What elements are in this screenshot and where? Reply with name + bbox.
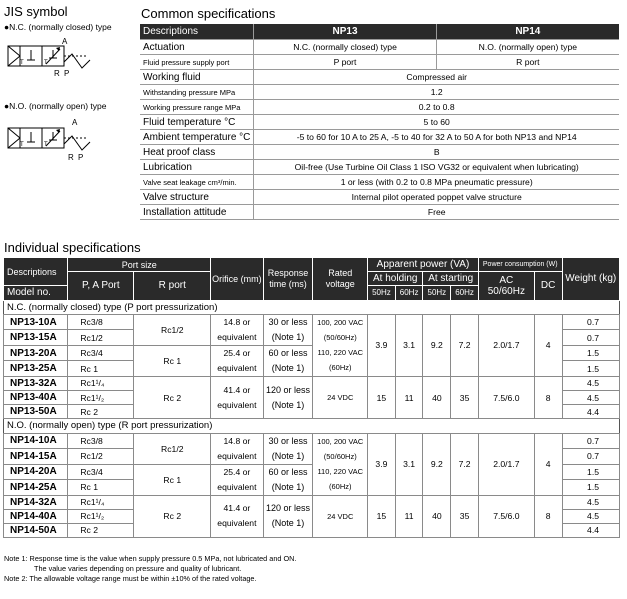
- header-at-starting: At starting: [423, 272, 478, 286]
- weight: 1.5: [562, 361, 619, 377]
- section-title: N.C. (normally closed) type (P port pressurization): [4, 300, 620, 314]
- model-number: NP13-50A: [4, 405, 68, 419]
- response-time: [263, 495, 313, 538]
- common-row-label: Fluid pressure supply port: [140, 55, 254, 70]
- common-row-value: B: [254, 145, 619, 160]
- pa-port: Rc 2: [68, 523, 134, 537]
- weight: 0.7: [562, 433, 619, 449]
- r-port: Rc 1: [134, 464, 211, 495]
- common-header-np13: NP13: [254, 24, 436, 40]
- common-row-label: Ambient temperature °C: [140, 130, 254, 145]
- pa-port: Rc1/2: [68, 330, 134, 346]
- orifice-line: 41.4 or: [223, 384, 251, 395]
- header-power-consumption: Power consumption (W): [478, 258, 562, 272]
- header-ac: AC 50/60Hz: [478, 272, 534, 300]
- model-number: NP14-15A: [4, 449, 68, 465]
- response-time-line: 60 or less: [268, 347, 308, 358]
- holding-60hz: 11: [395, 376, 423, 419]
- weight: 4.5: [562, 509, 619, 523]
- common-row-label: Heat proof class: [140, 145, 254, 160]
- rated-voltage-ac: [313, 314, 368, 376]
- pa-port: Rc1¹/₂: [68, 509, 134, 523]
- starting-60hz: 7.2: [451, 433, 479, 495]
- common-row-value: Free: [254, 205, 619, 220]
- common-row: [140, 160, 619, 175]
- individual-specs-title: Individual specifications: [4, 240, 141, 255]
- common-row-label: Actuation: [140, 40, 254, 55]
- common-specs-table: [140, 24, 619, 220]
- response-time-line: (Note 1): [271, 518, 305, 529]
- common-row: [140, 145, 619, 160]
- weight: 0.7: [562, 314, 619, 330]
- header-hold-60hz: 60Hz: [395, 286, 423, 300]
- note-1: Note 1: Response time is the value when supply pressure 0.5 MPa, not lubricated and ON.: [4, 554, 297, 563]
- response-time-line: 120 or less: [266, 503, 311, 514]
- header-hold-50hz: 50Hz: [368, 286, 396, 300]
- starting-60hz: 35: [451, 376, 479, 419]
- nc-port-p: P: [64, 69, 70, 78]
- model-row: [4, 495, 620, 509]
- orifice-line: equivalent: [217, 518, 257, 529]
- model-number: NP14-20A: [4, 464, 68, 480]
- orifice-line: equivalent: [217, 399, 257, 410]
- orifice-line: equivalent: [217, 481, 257, 492]
- common-header-row: [140, 24, 619, 40]
- orifice-line: equivalent: [217, 362, 257, 373]
- model-row: [4, 314, 620, 330]
- response-time: [263, 314, 313, 345]
- note-2: Note 2: The allowable voltage range must be within ±10% of the rated voltage.: [4, 574, 257, 583]
- common-header-descriptions: Descriptions: [140, 24, 254, 40]
- starting-50hz: 9.2: [423, 314, 451, 376]
- weight: 1.5: [562, 480, 619, 496]
- nc-type-label: ●N.C. (normally closed) type: [4, 22, 112, 32]
- model-number: NP13-15A: [4, 330, 68, 346]
- common-row-value: Internal pilot operated poppet valve structure: [254, 190, 619, 205]
- holding-60hz: 3.1: [395, 314, 423, 376]
- orifice-line: equivalent: [217, 331, 257, 342]
- weight: 0.7: [562, 449, 619, 465]
- common-row: [140, 115, 619, 130]
- section-title: N.O. (normally open) type (R port pressurization): [4, 419, 620, 433]
- common-row-label: Working fluid: [140, 70, 254, 85]
- model-number: NP13-10A: [4, 314, 68, 330]
- common-row: [140, 175, 619, 190]
- nc-valve-symbol: [6, 34, 96, 82]
- weight: 4.5: [562, 390, 619, 404]
- holding-50hz: 3.9: [368, 433, 396, 495]
- header-rated-voltage: Rated voltage: [313, 258, 368, 301]
- rated-voltage-ac-line: (50/60Hz): [323, 333, 357, 343]
- starting-60hz: 35: [451, 495, 479, 538]
- common-row-np13: N.C. (normally closed) type: [254, 40, 436, 55]
- model-number: NP14-40A: [4, 509, 68, 523]
- rated-voltage-ac-line: 100, 200 VAC: [317, 318, 364, 328]
- power-ac: 2.0/1.7: [478, 314, 534, 376]
- header-apparent-power: Apparent power (VA): [368, 258, 479, 272]
- response-time-line: (Note 1): [271, 331, 305, 342]
- orifice-line: 41.4 or: [223, 503, 251, 514]
- orifice-line: 14.8 or: [223, 316, 251, 327]
- header-port-size: Port size: [68, 258, 211, 272]
- section-row: [4, 419, 620, 433]
- common-row-label: Valve structure: [140, 190, 254, 205]
- nc-port-t2: T: [44, 60, 48, 66]
- weight: 4.5: [562, 495, 619, 509]
- header-start-60hz: 60Hz: [451, 286, 479, 300]
- jis-symbol-title: JIS symbol: [4, 4, 68, 19]
- header-r-port: R port: [134, 272, 211, 300]
- header-model-no: Model no.: [4, 286, 68, 300]
- section-row: [4, 300, 620, 314]
- weight: 4.5: [562, 376, 619, 390]
- rated-voltage-ac-line: (60Hz): [328, 363, 352, 373]
- model-number: NP13-32A: [4, 376, 68, 390]
- common-row-value: -5 to 60 for 10 A to 25 A, -5 to 40 for 32 A to 50 A for both NP13 and NP14: [254, 130, 619, 145]
- orifice-line: 14.8 or: [223, 435, 251, 446]
- header-descriptions: Descriptions: [4, 258, 68, 286]
- holding-50hz: 15: [368, 376, 396, 419]
- response-time-line: 30 or less: [268, 435, 308, 446]
- model-number: NP14-10A: [4, 433, 68, 449]
- model-number: NP13-25A: [4, 361, 68, 377]
- orifice-line: 25.4 or: [223, 466, 251, 477]
- response-time-line: (Note 1): [271, 481, 305, 492]
- rated-voltage-ac: [313, 433, 368, 495]
- individual-header-row: [4, 258, 620, 272]
- response-time-line: (Note 1): [271, 450, 305, 461]
- common-row-label: Lubrication: [140, 160, 254, 175]
- model-number: NP14-32A: [4, 495, 68, 509]
- pa-port: Rc3/4: [68, 464, 134, 480]
- weight: 4.4: [562, 405, 619, 419]
- header-dc: DC: [534, 272, 562, 300]
- orifice-line: equivalent: [217, 450, 257, 461]
- orifice: [211, 495, 264, 538]
- common-specs-title: Common specifications: [141, 6, 276, 21]
- pa-port: Rc1¹/₂: [68, 390, 134, 404]
- nc-port-t1: T: [20, 60, 24, 66]
- common-row: [140, 55, 619, 70]
- no-port-a: A: [72, 118, 78, 127]
- response-time: [263, 433, 313, 464]
- orifice: [211, 345, 264, 376]
- no-valve-symbol: [6, 114, 96, 164]
- rated-voltage-dc: 24 VDC: [313, 376, 368, 419]
- power-dc: 4: [534, 433, 562, 495]
- power-dc: 8: [534, 495, 562, 538]
- common-row-value: 0.2 to 0.8: [254, 100, 619, 115]
- rated-voltage-ac-line: 110, 220 VAC: [317, 348, 364, 358]
- note-1-continued: The value varies depending on pressure and quality of lubricant.: [34, 564, 242, 573]
- holding-60hz: 11: [395, 495, 423, 538]
- starting-60hz: 7.2: [451, 314, 479, 376]
- common-row-value: Oil-free (Use Turbine Oil Class 1 ISO VG32 or equivalent when lubricating): [254, 160, 619, 175]
- common-row-value: 5 to 60: [254, 115, 619, 130]
- common-row-value: 1 or less (with 0.2 to 0.8 MPa pneumatic pressure): [254, 175, 619, 190]
- common-row-np13: P port: [254, 55, 436, 70]
- common-row-value: Compressed air: [254, 70, 619, 85]
- common-row: [140, 205, 619, 220]
- common-row-np14: R port: [436, 55, 619, 70]
- common-row-np14: N.O. (normally open) type: [436, 40, 619, 55]
- holding-60hz: 3.1: [395, 433, 423, 495]
- header-at-holding: At holding: [368, 272, 423, 286]
- common-row: [140, 190, 619, 205]
- power-dc: 4: [534, 314, 562, 376]
- pa-port: Rc1¹/₄: [68, 495, 134, 509]
- response-time-line: (Note 1): [271, 399, 305, 410]
- response-time-line: 60 or less: [268, 466, 308, 477]
- no-port-r: R: [68, 153, 74, 162]
- pa-port: Rc 1: [68, 361, 134, 377]
- weight: 1.5: [562, 345, 619, 361]
- response-time: [263, 464, 313, 495]
- common-row-label: Installation attitude: [140, 205, 254, 220]
- pa-port: Rc3/8: [68, 433, 134, 449]
- model-row: [4, 376, 620, 390]
- pa-port: Rc3/4: [68, 345, 134, 361]
- response-time-line: (Note 1): [271, 362, 305, 373]
- power-ac: 7.5/6.0: [478, 495, 534, 538]
- nc-port-a: A: [62, 37, 68, 46]
- rated-voltage-ac-line: (50/60Hz): [323, 452, 357, 461]
- rated-voltage-ac-line: (60Hz): [328, 482, 352, 491]
- weight: 1.5: [562, 464, 619, 480]
- power-ac: 2.0/1.7: [478, 433, 534, 495]
- r-port: Rc1/2: [134, 433, 211, 464]
- individual-specs-table: [3, 257, 620, 538]
- model-number: NP13-40A: [4, 390, 68, 404]
- weight: 0.7: [562, 330, 619, 346]
- holding-50hz: 15: [368, 495, 396, 538]
- common-row-label: Fluid temperature °C: [140, 115, 254, 130]
- header-orifice-line: Orifice (mm): [212, 273, 262, 284]
- common-row-value: 1.2: [254, 85, 619, 100]
- nc-port-r: R: [54, 69, 60, 78]
- response-time-line: 30 or less: [268, 316, 308, 327]
- response-time-line: 120 or less: [266, 384, 311, 395]
- r-port: Rc 2: [134, 495, 211, 538]
- starting-50hz: 40: [423, 495, 451, 538]
- no-port-t1: T: [20, 142, 24, 148]
- model-number: NP13-20A: [4, 345, 68, 361]
- common-row-label: Valve seat leakage cm³/min.: [140, 175, 254, 190]
- common-row: [140, 85, 619, 100]
- weight: 4.4: [562, 523, 619, 537]
- pa-port: Rc3/8: [68, 314, 134, 330]
- response-time: [263, 376, 313, 419]
- orifice: [211, 433, 264, 464]
- common-row-label: Working pressure range MPa: [140, 100, 254, 115]
- header-orifice: [211, 258, 264, 301]
- orifice: [211, 464, 264, 495]
- model-number: NP14-25A: [4, 480, 68, 496]
- header-weight: Weight (kg): [562, 258, 619, 301]
- common-row: [140, 70, 619, 85]
- pa-port: Rc1¹/₄: [68, 376, 134, 390]
- no-port-t2: T: [44, 142, 48, 148]
- model-row: [4, 433, 620, 449]
- no-port-p: P: [78, 153, 84, 162]
- rated-voltage-dc: 24 VDC: [313, 495, 368, 538]
- common-header-np14: NP14: [436, 24, 619, 40]
- header-response: Response time (ms): [263, 258, 313, 301]
- response-time: [263, 345, 313, 376]
- power-ac: 7.5/6.0: [478, 376, 534, 419]
- holding-50hz: 3.9: [368, 314, 396, 376]
- orifice: [211, 314, 264, 345]
- common-row-label: Withstanding pressure MPa: [140, 85, 254, 100]
- pa-port: Rc1/2: [68, 449, 134, 465]
- starting-50hz: 9.2: [423, 433, 451, 495]
- orifice-line: 25.4 or: [223, 347, 251, 358]
- no-type-label: ●N.O. (normally open) type: [4, 101, 107, 111]
- r-port: Rc1/2: [134, 314, 211, 345]
- common-row: [140, 130, 619, 145]
- rated-voltage-ac-line: 110, 220 VAC: [317, 467, 364, 476]
- header-start-50hz: 50Hz: [423, 286, 451, 300]
- starting-50hz: 40: [423, 376, 451, 419]
- pa-port: Rc 1: [68, 480, 134, 496]
- rated-voltage-ac-line: 100, 200 VAC: [317, 437, 364, 446]
- r-port: Rc 1: [134, 345, 211, 376]
- r-port: Rc 2: [134, 376, 211, 419]
- common-row: [140, 100, 619, 115]
- orifice: [211, 376, 264, 419]
- model-number: NP14-50A: [4, 523, 68, 537]
- common-row: [140, 40, 619, 55]
- pa-port: Rc 2: [68, 405, 134, 419]
- power-dc: 8: [534, 376, 562, 419]
- header-pa-port: P, A Port: [68, 272, 134, 300]
